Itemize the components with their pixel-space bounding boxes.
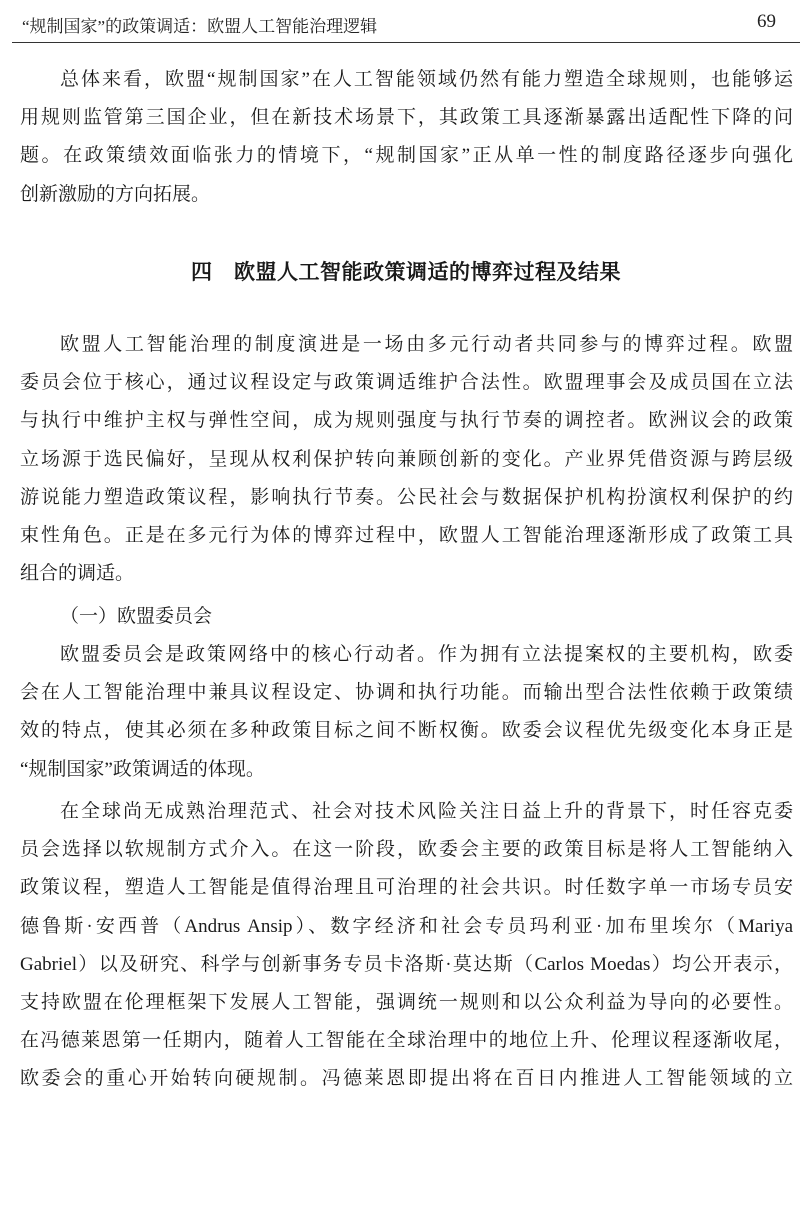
text-line: Gabriel）以及研究、科学与创新事务专员卡洛斯·莫达斯（Carlos Moedas）均公开表示， <box>20 953 793 975</box>
text-line: 会在人工智能治理中兼具议程设定、协调和执行功能。而输出型合法性依赖于政策绩 <box>20 682 793 704</box>
text-line: 支持欧盟在伦理框架下发展人工智能，强调统一规则和以公众利益为导向的必要性。 <box>20 992 793 1013</box>
text-line: 游说能力塑造政策议程，影响执行节奏。公民社会与数据保护机构扮演权利保护的约 <box>20 486 793 508</box>
text-line: 政策议程，塑造人工智能是值得治理且可治理的社会共识。时任数字单一市场专员安 <box>20 877 793 899</box>
text-line: 德鲁斯·安西普（Andrus Ansip）、数字经济和社会专员玛利亚·加布里埃尔（Mariya <box>20 915 793 937</box>
text-line: 总体来看，欧盟“规制国家”在人工智能领域仍然有能力塑造全球规则，也能够运 <box>60 69 793 90</box>
text-line: 组合的调适。 <box>20 563 135 585</box>
text-line: 效的特点，使其必须在多种政策目标之间不断权衡。欧委会议程优先级变化本身正是 <box>20 720 793 742</box>
page-number: 69 <box>757 11 776 32</box>
text-line: 用规则监管第三国企业，但在新技术场景下，其政策工具逐渐暴露出适配性下降的问 <box>20 107 793 129</box>
text-line: 在全球尚无成熟治理范式、社会对技术风险关注日益上升的背景下，时任容克委 <box>60 801 793 822</box>
text-line: 题。在政策绩效面临张力的情境下，“规制国家”正从单一性的制度路径逐步向强化 <box>20 145 793 167</box>
text-line: “规制国家”政策调适的体现。 <box>20 758 265 780</box>
text-line: 束性角色。正是在多元行为体的博弈过程中，欧盟人工智能治理逐渐形成了政策工具 <box>20 525 793 546</box>
text-line: 欧委会的重心开始转向硬规制。冯德莱恩即提出将在百日内推进人工智能领域的立 <box>20 1068 793 1090</box>
text-line: 欧盟委员会是政策网络中的核心行动者。作为拥有立法提案权的主要机构，欧委 <box>60 644 793 665</box>
text-line: 与执行中维护主权与弹性空间，成为规则强度与执行节奏的调控者。欧洲议会的政策 <box>20 410 793 432</box>
section-heading: 四 欧盟人工智能政策调适的博弈过程及结果 <box>191 260 621 284</box>
text-line: 欧盟人工智能治理的制度演进是一场由多元行动者共同参与的博弈过程。欧盟 <box>60 334 793 355</box>
text-line: 委员会位于核心，通过议程设定与政策调适维护合法性。欧盟理事会及成员国在立法 <box>20 372 793 394</box>
text-line: 立场源于选民偏好，呈现从权利保护转向兼顾创新的变化。产业界凭借资源与跨层级 <box>20 448 793 470</box>
header-rule <box>12 42 800 43</box>
text-line: 在冯德莱恩第一任期内，随着人工智能在全球治理中的地位上升、伦理议程逐渐收尾， <box>20 1030 793 1052</box>
running-title: “规制国家”的政策调适：欧盟人工智能治理逻辑 <box>22 17 378 36</box>
text-line: 创新激励的方向拓展。 <box>20 183 211 205</box>
text-line: （一）欧盟委员会 <box>60 606 213 627</box>
text-line: 员会选择以软规制方式介入。在这一阶段，欧委会主要的政策目标是将人工智能纳入 <box>20 839 793 861</box>
